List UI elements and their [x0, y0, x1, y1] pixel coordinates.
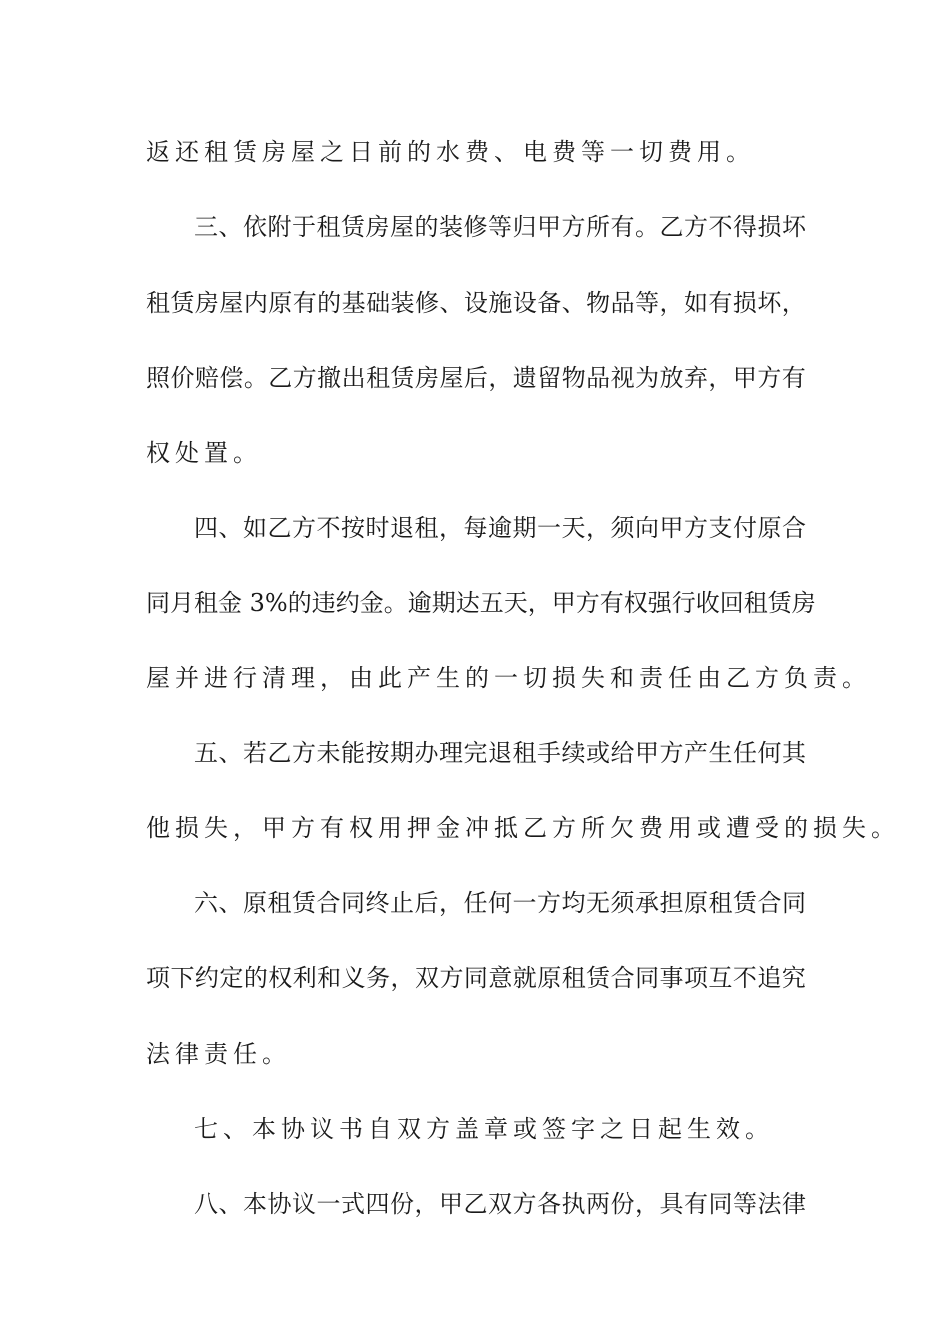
text-line-3: 租 赁 房 屋 内 原 有 的 基 础 装 修 、 设 施 设 备 、 物 品 等 ， 如 有 损 坏 ， — [146, 289, 806, 317]
text-line-11: 六 、 原 租 赁 合 同 终 止 后 ， 任 何 一 方 均 无 须 承 担 原 租 赁 合 同 — [194, 889, 806, 917]
text-line-8: 屋并进行清理，由此产生的一切损失和责任由乙方负责。 — [146, 664, 871, 692]
text-line-14: 七、本协议书自双方盖章或签字之日起生效。 — [194, 1115, 774, 1143]
text-line-4: 照 价 赔 偿 。 乙 方 撤 出 租 赁 房 屋 后 ， 遗 留 物 品 视 为 放 弃 ， 甲 方 有 — [146, 364, 806, 392]
text-line-9: 五 、 若 乙 方 未 能 按 期 办 理 完 退 租 手 续 或 给 甲 方 产 生 任 何 其 — [194, 739, 806, 767]
text-line-7: 同 月 租 金 3 % 的 违 约 金 。 逾 期 达 五 天 ， 甲 方 有 权 强 行 收 回 租 赁 房 — [146, 589, 816, 617]
text-line-2: 三 、 依 附 于 租 赁 房 屋 的 装 修 等 归 甲 方 所 有 。 乙 方 不 得 损 坏 — [194, 213, 806, 241]
text-line-10: 他损失，甲方有权用押金冲抵乙方所欠费用或遭受的损失。 — [146, 814, 900, 842]
text-line-15: 八 、 本 协 议 一 式 四 份 ， 甲 乙 双 方 各 执 两 份 ， 具 有 同 等 法 律 — [194, 1190, 806, 1218]
text-line-1: 返还租赁房屋之日前的水费、电费等一切费用。 — [146, 138, 755, 166]
text-line-12: 项 下 约 定 的 权 利 和 义 务 ， 双 方 同 意 就 原 租 赁 合 同 事 项 互 不 追 究 — [146, 964, 806, 992]
text-line-13: 法律责任。 — [146, 1040, 291, 1068]
text-line-5: 权处置。 — [146, 439, 262, 467]
text-line-6: 四 、 如 乙 方 不 按 时 退 租 ， 每 逾 期 一 天 ， 须 向 甲 方 支 付 原 合 — [194, 514, 806, 542]
